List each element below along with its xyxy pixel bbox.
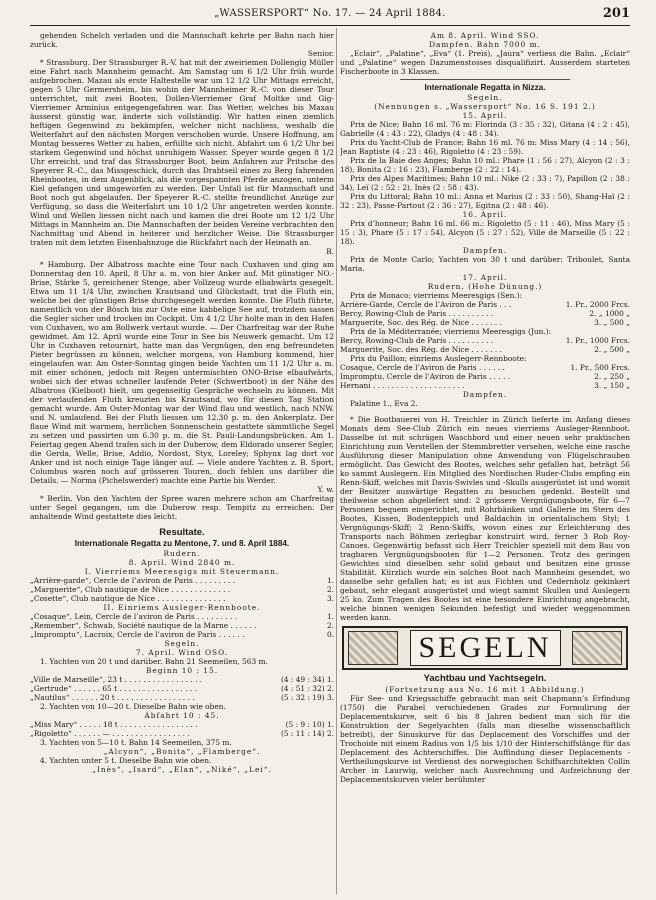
result-entry: Bercy, Rowing-Club de Paris . . . . . . . . . . — [340, 336, 494, 345]
result-value: 3. „ 500 „ — [594, 318, 630, 327]
result-row — [30, 630, 334, 639]
paragraph: Prix de Monaco; vierriems Meeresgigs (Sen.): — [350, 291, 523, 300]
paragraph: * Berlin. Von den Yachten der Spree waren mehrere schon am Charfreitag unter Segel gegangen, um die Duberow resp. Tempitz zu erreichen. Der anhaltende Wind gestattete dies leicht. — [30, 494, 334, 521]
result-value: (5 : 9 : 10) 1. — [285, 720, 334, 729]
centered-line: Abfahrt 10 : 45. — [144, 711, 220, 720]
page-number: 201 — [602, 6, 630, 21]
result-entry: „Ville de Marseille“, 23 t . . . . . . . . . . . . . . . . . — [30, 675, 203, 684]
result-row — [340, 300, 630, 309]
result-value: 2. „ 500 „ — [594, 345, 630, 354]
section-title: Resultate. — [159, 527, 205, 538]
result-row — [340, 309, 630, 318]
result-entry: „Miss Mary“ . . . . . 18 t . . . . . . . . . . . . . . . . . — [30, 720, 198, 729]
result-row — [340, 336, 630, 345]
paragraph: Prix de la Méditerranée; vierriems Meeresgigs (Jun.): — [350, 327, 552, 336]
result-entry: „Rigoletto“ . . . . . . — . . . . . . . . . . . . . . . . . — [30, 729, 190, 738]
centered-line: Dampfen. — [462, 246, 508, 255]
paragraph: * Hamburg. Der Albatross machte eine Tour nach Cuxhaven und ging am Donnerstag den 10. April, 8 Uhr a. m. von hier Anker auf. Mit günstiger NO.-Brise, Stärke 5, gereichener Stenge, aber Vollzeug wurde elbabwärts gesegelt. Etwa um 11 1/4 Uhr, zwischen Krautsand und Glückstadt, trat die Fluth ein, welche bei der günstigen Brise durchgesegelt werden konnte. Die Fluth führte, namentlich von der Bösch bis zur Oste eine kabbelige See auf, trotzdem sassen die Segler sicher und trocken im Cockpit. Um 4 1/2 Uhr holte man in den Hafen von Cuxhaven, wo am Bollwerk vertaut wurde. — Der Charfreitag war der Ruhe gewidmet. Am 12. April wurde eine Tour in See bis Neuwerk gemacht. Um 12 Uhr in Cuxhaven retournirt, hatte man das Vergnügen, den eng befreundeten Pieter begrüssen zu können, welcher morgens, von Hamburg kommend, hier eingelaufen war. Am Oster-Sonntag gingen beide Yachten um 11 1/2 Uhr a. m. mit einer schönen, jedoch mit Regen untermischten ONO-Brise elbaufwärts, wobei sich der etwas schneller laufende Peter (Schwertboot) in der Nähe des Albatross (Kielboot) hielt, um gegenseitig Gespräche wechseln zu können. Mit der verlaufenden Fluth kreuzten bis Krautsand, wo für diesen Tag Station gemacht wurde. Am Oster-Montag war der Wind flau und westlich, nach NNW. und N. umlaufend. Bei der Fluth liessen um 12.30 p. m. den Ankerplatz. Der flaue Wind mit warmem, herrlichen Sonnenschein gestattete sämmtliche Segel zu setzen und passirten um 6.30 p. m. die St. Pauli-Landungsbrücken. Am 1. Feiertag gegen Abend trafen sich in der Duberow, dem Eldorado unserer Segler, die Gerda, Welle, Brise, Addio, Nordost, Styx, Loreley; Sphynx lag dort vor Anker und ist noch einige Tage länger auf. — Viele andere Yachten z. B. Sport, Columbus waren noch auf grösseren Touren, doch fehlen uns darüber die Details. — Norma (Pichelswerder) machte eine Partie bis Werder. — [30, 260, 334, 485]
result-entry: „Arrière-garde“, Cercle de l’aviron de Paris . . . . . . . . . — [30, 576, 236, 585]
paragraph: Prix de Monte Carlo; Yachten von 30 t und darüber: Triboulet, Santa Maria. — [340, 255, 630, 273]
paragraph: * Strassburg. Der Strassburger R.-V. hat mit der zweiriemen Dollengig Müller eine Fahrt nach Mannheim gemacht. Am Samstag um 6 1/2 Uhr früh wurde aufgebrochen. Mazau als erste Haltestelle war um 12 1/2 Uhr Mittags erreicht, gegen 5 Uhr Germersheim, bis wohin der Mannheimer R.-C. von dieser Tour unterrichtet, mit zwei Booten, Dollen-Vierriemer Graf Moltke und Gig-Vierriemer Arminius entgegengefahren war. Das Wetter, welches bis Maxau äusserst günstig war, änderte sich vollständig. Wir hatten einen ziemlich heftigen Gegenwind zu bekämpfen, welcher nicht nachliess, weshalb die Weiterfahrt auf den nächsten Morgen verschoben wurde. Unsere Hoffnung, am Montag besseres Wetter zu haben, erfüllte sich nicht. Abfahrt um 6 1/2 Uhr bei starkem Gegenwind und höchst unruhigem Wasser. Speyer wurde gegen 8 1/2 Uhr erreicht, und traf das Strassburger Boot, beim Anfahren zur Pritsche des Speyerer R.-C., das Missgeschick, durch das Drahtseil eines zu Berg fahrenden Rheinbootes, in dem Augenblick, als die vorgespannten Pferde anzogen, unterm Kiel gefangen und umgeworfen zu werden. Der Unfall ist für Mannschaft und Boot noch gut abgelaufen. Der Speyerer R.-C. stellte freundlichst Anzüge zur Verfügung, so dass die Weiterfahrt um 10 1/2 Uhr angetreten werden konnte. Wind und Wellen liessen nicht nach und kamen die drei Boote um 12 1/2 Uhr Mittags in Mannheim an. Die Mannschaften der beiden Vereine verbrachten den Nachmittag und Abend in heiterer und herzlicher Weise. Die Strassburger traten mit dem letzten Eisenbahnzuge die Rückfahrt nach der Heimath an. — [30, 58, 334, 247]
result-entry: „Nautilus“ . . . . . . 20 t . . . . . . . . . . . . . . . . . — [30, 693, 195, 702]
paragraph: 1. Yachten von 20 t und darüber. Bahn 21 Seemeilen, 563 m. — [40, 657, 268, 666]
column-divider — [336, 28, 337, 894]
result-value: 1. — [326, 576, 334, 585]
section-heading: Internationale Regatta zu Mentone, 7. und 8. April 1884. — [74, 539, 290, 548]
result-value: 2. — [326, 585, 334, 594]
result-entry: Marguerite, Soc. des Rég. de Nice . . . . . . . — [340, 318, 502, 327]
header-title: „WASSERSPORT“ No. 17. — 24 April 1884. — [214, 8, 446, 19]
result-entry: „Cosaque“, Lein, Cercle de l’aviron de Paris . . . . . . . . . — [30, 612, 238, 621]
result-value: 3. „ 150 „ — [594, 381, 630, 390]
result-row — [30, 621, 334, 630]
paragraph: Prix de Nice; Bahn 16 ml. 76 m: Florinda (3 : 35 : 32), Gitana (4 : 2 : 45), Gabrielle (4 : 43 : 22), Gladys (4 : 48 : 34). — [340, 120, 630, 138]
result-value: 1. Pr., 2000 Frcs. — [565, 300, 630, 309]
section-heading: Internationale Regatta in Nizza. — [424, 83, 546, 92]
result-value: 1. Pr., 1000 Frcs. — [565, 336, 630, 345]
centered-line: Segeln. — [164, 639, 200, 648]
result-row — [30, 612, 334, 621]
centered-line: Segeln. — [467, 93, 503, 102]
result-row — [30, 585, 334, 594]
paragraph: 4. Yachten unter 5 t. Dieselbe Bahn wie oben. — [40, 756, 212, 765]
centered-line: Rudern. (Hohe Dünung.) — [427, 282, 543, 291]
paragraph: gehenden Schelch verladen und die Mannschaft kehrte per Bahn nach hier zurück. — [30, 31, 334, 49]
result-entry: Hernani . . . . . . . . . . . . . . . . . . . . — [340, 381, 465, 390]
left-column — [30, 31, 334, 893]
paragraph: Prix du Yacht-Club de France; Bahn 16 ml. 76 m: Miss Mary (4 : 14 : 56), Jean Baptiste (4 : 23 : 46), Rigoletto (4 : 23 : 59). — [340, 138, 630, 156]
result-row — [340, 345, 630, 354]
banner-word: SEGELN — [410, 630, 561, 666]
result-row — [340, 372, 630, 381]
result-entry: „Cosette“, Club nautique de Nice . . . . . . . . . . . . . . . — [30, 594, 226, 603]
centered-line: 7. April. Wind OSO. — [135, 648, 229, 657]
result-value: (4 : 49 : 34) 1. — [280, 675, 334, 684]
signature: Y. w. — [317, 485, 334, 494]
result-value: (5 : 11 : 14) 2. — [280, 729, 334, 738]
result-entry: Marguerite, Soc. des Rég. de Nice . . . . . . . — [340, 345, 502, 354]
running-header — [30, 8, 630, 24]
section-title: Yachtbau und Yachtsegeln. — [423, 673, 547, 684]
result-row — [340, 381, 630, 390]
right-column — [340, 31, 630, 893]
divider-rule — [400, 79, 570, 80]
centered-line: 16. April. — [462, 210, 508, 219]
paragraph: „Eclair“, „Palatine“, „Eva“ (1. Preis), „Jaura“ verliess die Bahn. „Eclair“ und „Palatine“ wegen Dazumenstosses disqualifizirt. Ausserdem starteten Fischerboote in 3 Klassen. — [340, 49, 630, 76]
signature: B. — [326, 247, 334, 256]
result-row — [340, 363, 630, 372]
centered-line: „Alcyon“, „Bonita“, „Flamberge“. — [103, 747, 261, 756]
result-entry: „Impromptu“, Lacroix, Cercle de l’aviron de Paris . . . . . . — [30, 630, 245, 639]
result-value: 1. Pr., 500 Frcs. — [570, 363, 630, 372]
ornament-left — [348, 631, 398, 665]
result-row — [30, 576, 334, 585]
centered-line: „Inès“, „Isard“, „Elan“, „Niké“, „Lei“. — [92, 765, 272, 774]
centered-line: II. Einriems Ausleger-Rennboote. — [103, 603, 261, 612]
result-entry: „Marguerite“, Club nautique de Nice . . . . . . . . . . . . . — [30, 585, 231, 594]
centered-line: (Fortsetzung aus No. 16 mit 1 Abbildung.) — [385, 685, 585, 694]
result-value: 0. — [326, 630, 334, 639]
centered-line: Dampfen. Bahn 7000 m. — [429, 40, 541, 49]
spacer — [30, 521, 334, 525]
paragraph: Prix du Paillon; einriems Auslegerr-Rennboote: — [350, 354, 527, 363]
result-entry: Cosaque, Cercle de l’Aviron de Paris . . . . . . — [340, 363, 505, 372]
result-value: 2. — [326, 621, 334, 630]
divider-rule — [400, 411, 570, 412]
header-rule — [30, 25, 630, 26]
paragraph: Prix de la Baie des Anges; Bahn 10 ml.: Phare (1 : 56 : 27), Alcyon (2 : 3 : 18), Bonita (2 : 16 : 23), Flamberge (2 : 22 : 14). — [340, 156, 630, 174]
result-row — [30, 729, 334, 738]
result-entry: Arrière-Garde, Cercle de l’Aviron de Paris . . . — [340, 300, 512, 309]
paragraph: * Die Bootbauerei von H. Treichler in Zürich lieferte im Anfang dieses Monats dem See-Club Zürich ein neues vierriems Ausleger-Rennboot. Dasselbe ist mit schrägen Waschbord und einer neuen sehr praktischen Einrichtung zum Verstellen der Stemmbretter versehen, welche eine rasche Ausführung dieser Manipulation ohne Anwendung von Flügelschrauben ermöglicht. Das Gewicht des Bootes, welches sehr gefallen hat, beträgt 56 ko sammt Auslegern. Ein Mitglied des Nordischen Ruder-Clubs empfing ein Renn-Skiff, welches mit Davis-Swivles und -Skulls ausgerüstet ist und womit der Besitzer auswärtige Regatten zu besuchen gedenkt. Bestellt und theilweise schon abgeliefert sind: 2 grössere Vergnügungsboote, für 6—7 Personen bequem eingerichtet, mit Rohrbänken und Gallerie im Stern des Bootes, Kissen, Bodenteppich und Baldachin in orientalischem Styl; 1 Vergnügungs-Skiff; 2 Renn-Skiffs, wovon eines zur Erleichterung des Transports nach Böhmen zerlegbar konstruirt wird, ferner 3 Rob Roy-Canoes. Gegenwärtig befasst sich Herr Treichler speziell mit dem Bau von tragbaren Vergnügungsbooten für 1—2 Personen. Trotz des geringen Gewichtes sind dieselben sehr solid gebaut und besitzen eine grosse Stabilität. Kürzlich wurde ein solches Boot nach Mannheim gesendet, wo dasselbe sehr gefallen hat; es ist aus Fichten und Cedernholz gekinkert gebaut, sehr elegant ausgerüstet und wiegt sammt Skullen und Auslegern 25 ko. Zum Tragen des Bootes ist eine besondere Einrichtung angebracht, welche binnen wenigen Sekunden befestigt und wieder weggenommen werden kann. — [340, 415, 630, 622]
result-entry: Bercy, Rowing-Club de Paris . . . . . . . . . . — [340, 309, 494, 318]
result-value: 2. „ 1000 „ — [589, 309, 630, 318]
paragraph: 3. Yachten von 5—10 t. Bahn 14 Seemeilen, 375 m. — [40, 738, 232, 747]
centered-line: Am 8. April. Wind SSO. — [430, 31, 540, 40]
result-row — [30, 594, 334, 603]
centered-line: 15. April. — [462, 111, 508, 120]
centered-line: I. Vierriems Meeresgigs mit Steuermann. — [84, 567, 280, 576]
result-row — [30, 675, 334, 684]
ornament-right — [572, 631, 622, 665]
centered-line: (Nennungen s. „Wassersport“ No. 16 S. 191 2.) — [374, 102, 596, 111]
result-row — [30, 720, 334, 729]
centered-line: Rudern. — [163, 549, 201, 558]
centered-line: Beginn 10 : 15. — [145, 666, 219, 675]
centered-line: 8. April. Wind 2840 m. — [128, 558, 236, 567]
segeln-banner — [342, 626, 628, 670]
result-value: (5 : 32 : 19) 3. — [280, 693, 334, 702]
result-value: 2. „ 250 „ — [594, 372, 630, 381]
paragraph: Prix d’honneur; Bahn 16 ml. 66 m.: Rigoletto (5 : 11 : 46), Miss Mary (5 : 15 : 3), Phare (5 : 17 : 54), Alcyon (5 : 27 : 52), Ville de Marseille (5 : 22 : 18). — [340, 219, 630, 246]
paragraph: 2. Yachten von 10—20 t. Dieselbe Bahn wie oben. — [40, 702, 226, 711]
result-entry: Impromptu, Cercle de l’Aviron de Paris . . . . . — [340, 372, 511, 381]
result-row — [30, 693, 334, 702]
paragraph: Palatine 1., Eva 2. — [350, 399, 418, 408]
result-value: 3. — [326, 594, 334, 603]
result-value: 1. — [326, 612, 334, 621]
signature: Senior. — [307, 49, 334, 58]
result-row — [30, 684, 334, 693]
result-value: (4 : 51 : 32) 2. — [280, 684, 334, 693]
centered-line: 17. April. — [462, 273, 508, 282]
centered-line: Dampfen. — [462, 390, 508, 399]
result-entry: „Remember“, Schwab, Société nautique de la Marne . . . . . . — [30, 621, 257, 630]
result-entry: „Gertrude“ . . . . . . 65 t . . . . . . . . . . . . . . . . . — [30, 684, 197, 693]
paragraph: Prix des Alpes Maritimes; Bahn 10 ml.: Niké (2 : 33 : 7), Papillon (2 : 38 : 34), Leï (2 : 52 : 2), Inès (2 : 58 : 43). — [340, 174, 630, 192]
paragraph: Für See- und Kriegsschiffe gebraucht man seit Chapmann’s Erfindung (1750) die Parabel verschiedenen Grades zur Formulirung der Deplacementskurve, seit 6 bis 8 Jahren bedient man sich für die Konstruktion der Segelyachten (falls man dieselbe wissenschaftlich betreibt), der Sinuskurve für das Deplacement des Vorschiffes und der Trochoide mit einem Radius von 1/5 bis 1/10 der Hinterschiffslänge für das Deplacement des Achterschiffes. Die Auffindung dieser Deplacements - Vertheilungskurve ist Verdienst des norwegischen Schiffsarchitekten Collin Archer in Laurwig, welcher nach Ausrechnung und Aufzeichnung der Deplacementskurven vieler berühmter — [340, 694, 630, 784]
paragraph: Prix du Littoral; Bahn 10 ml.: Anna et Marius (2 : 33 : 50), Shang-Haï (2 : 32 : 23), Passe-Partout (2 : 36 : 27), Egitna (2 : 48 : 46). — [340, 192, 630, 210]
result-row — [340, 318, 630, 327]
